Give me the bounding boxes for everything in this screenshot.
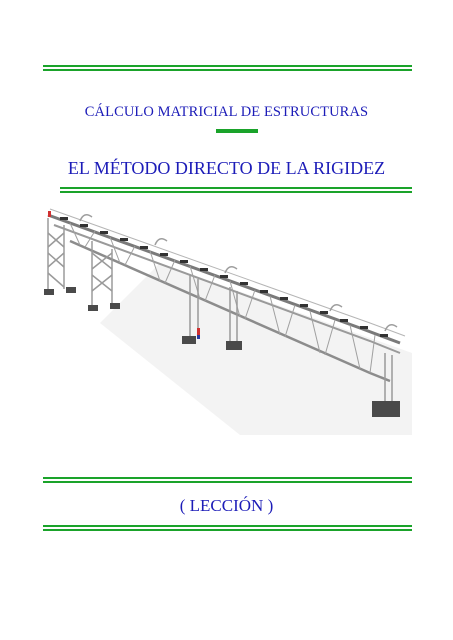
document-subtitle: CÁLCULO MATRICIAL DE ESTRUCTURAS bbox=[84, 104, 369, 120]
title-double-rule bbox=[60, 187, 412, 193]
truss-bridge-icon bbox=[40, 203, 412, 435]
top-double-rule bbox=[43, 65, 412, 71]
lesson-bottom-double-rule bbox=[43, 525, 412, 531]
conveyor-bridge-illustration bbox=[40, 203, 412, 435]
lesson-top-double-rule bbox=[43, 477, 412, 483]
accent-bar bbox=[216, 129, 258, 133]
document-title: EL MÉTODO DIRECTO DE LA RIGIDEZ bbox=[67, 158, 386, 178]
lesson-label: ( LECCIÓN ) bbox=[179, 496, 274, 515]
